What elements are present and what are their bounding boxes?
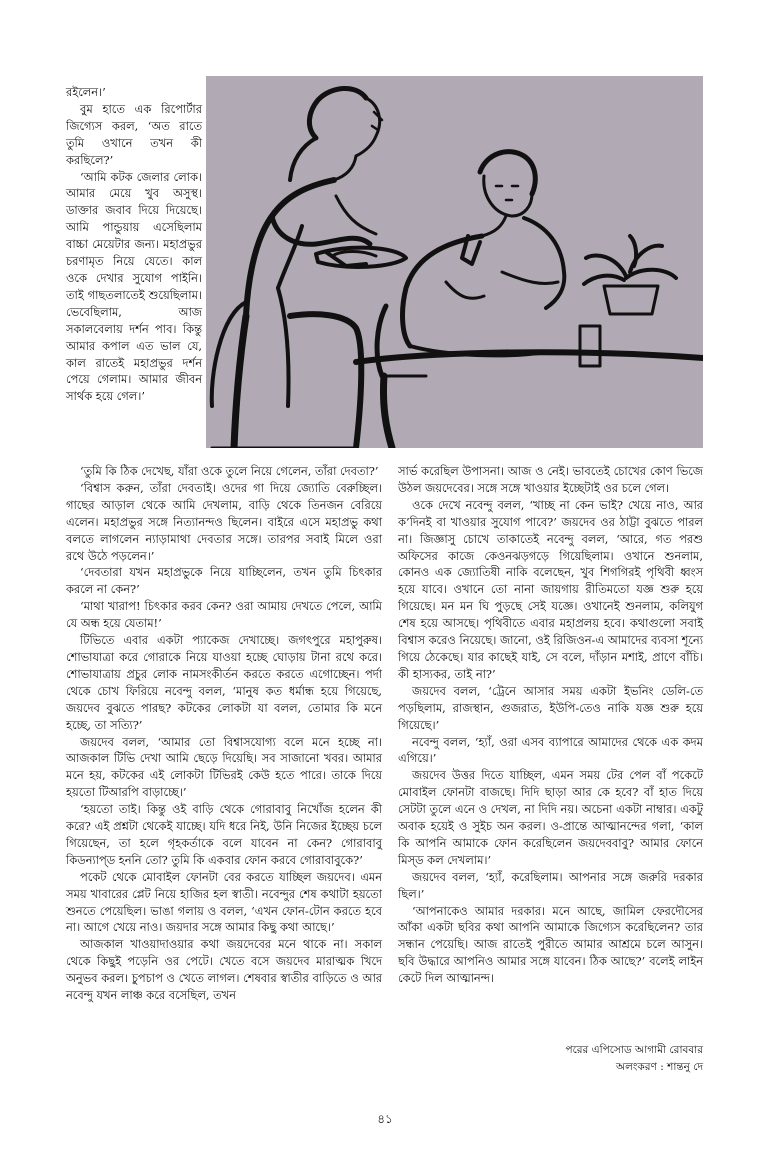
story-illustration — [206, 76, 703, 448]
paragraph: রইলেন।’ — [66, 85, 106, 99]
plant-figure — [584, 236, 676, 314]
narrow-text-column — [66, 84, 202, 405]
paragraph: জয়দেব বলল, ‘ট্রেনে আসার সময় একটা ইভনিং ডেলি-তে পড়ছিলাম, রাজস্থান, গুজরাত, ইউপি-তেও নাকি যজ্ঞ শুরু হয়ে গিয়েছে।’ — [398, 683, 703, 732]
paragraph: ‘দেবতারা যখন মহাপ্রভুকে নিয়ে যাচ্ছিলেন, তখন তুমি চিৎকার করলে না কেন?’ — [66, 565, 382, 597]
paragraph: পকেট থেকে মোবাইল ফোনটা বের করতে যাচ্ছিল জয়দেব। এমন সময় খাবারের প্লেট নিয়ে হাজির হল স্বাতী। নবেন্দুর শেষ কথাটা হয়তো শুনতে পেয়েছিল। ভাঙা গলায় ও বলল, ‘এখন ফোন-টোন করতে হবে না। আগে খেয়ে নাও। জয়দার সঙ্গে আমার কিছু কথা আছে।’ — [66, 869, 382, 935]
left-text-column — [66, 463, 382, 1004]
paragraph: ‘আপনাকেও আমার দরকার। মনে আছে, জামিল ফেরদৌসের আঁকা একটা ছবির কথা আপনি আমাকে জিগ্যেস করেছিলেন? তার সন্ধান পেয়েছি। আজ রাতেই পুরীতে আমার আশ্রমে চলে আসুন। ছবি উদ্ধারে আপনিও আমার সঙ্গে যাবেন। ঠিক আছে?’ বলেই লাইন কেটে দিল আত্মানন্দ। — [398, 903, 703, 986]
paragraph: ওকে দেখে নবেন্দু বলল, ‘খাচ্ছ না কেন ভাই? খেয়ে নাও, আর ক’দিনই বা খাওয়ার সুযোগ পাবে?’ জয়দেব ওর ঠাট্টা বুঝতে পারল না। জিজ্ঞাসু চোখে তাকাতেই নবেন্দু বলল, ‘আরে, গত পরশু অফিসের কাজে কেওনঝড়গড়ে গিয়েছিলাম। ওখানে শুনলাম, কোনও এক জ্যোতিষী নাকি বলেছেন, খুব শিগগিরই পৃথিবী ধ্বংস হয়ে যাবে। ওখানে তো নানা জায়গায় রীতিমতো যজ্ঞ শুরু হয়ে গিয়েছে। মন মন ঘি পুড়ছে সেই যজ্ঞে। ওখানেই শুনলাম, কলিযুগ শেষ হয়ে আসছে। পৃথিবীতে এবার মহাপ্রলয় হবে। কথাগুলো সবাই বিশ্বাস করেও নিয়েছে। জানো, ওই রিজিওন-এ আমাদের ব্যবসা শূন্যে গিয়ে ঠেকেছে। যার কাছেই যাই, সে বলে, দাঁড়ান মশাই, প্রাণে বাঁচি। কী হাস্যকর, তাই না?’ — [398, 497, 703, 681]
paragraph: নবেন্দু বলল, ‘হ্যাঁ, ওরা এসব ব্যাপারে আমাদের থেকে এক কদম এগিয়ে।’ — [398, 734, 703, 766]
paragraph: ‘মাথা খারাপ! চিৎকার করব কেন? ওরা আমায় দেখতে পেলে, আমি যে অন্ধ হয়ে যেতাম!’ — [66, 599, 382, 631]
right-text-column — [398, 463, 703, 987]
paragraph: ‘বিশ্বাস করুন, তাঁরা দেবতাই। ওদের গা দিয়ে জ্যোতি বেরুচ্ছিল। গাছের আড়াল থেকে আমি দেখলাম, বাড়ি থেকে তিনজন বেরিয়ে এলেন। মহাপ্রভুর সঙ্গে নিত্যানন্দও ছিলেন। বাইরে এসে মহাপ্রভু কথা বলতে লাগলেন ন্যাড়ামাথা দেবতার সঙ্গে। তারপর সবাই মিলে ওরা রথে উঠে পড়লেন।’ — [66, 480, 382, 563]
paragraph: ‘হয়তো তাই। কিন্তু ওই বাড়ি থেকে গোরাবাবু নিখোঁজ হলেন কী করে? এই প্রশ্নটা থেকেই যাচ্ছে। যদি ধরে নিই, উনি নিজের ইচ্ছেয় চলে গিয়েছেন, তা হলে গৃহকর্তাকে বলে যাবেন না কেন? গোরাবাবু কিডন্যাপ্‌ড হননি তো? তুমি কি একবার ফোন করবে গোরাবাবুকে?’ — [66, 802, 382, 867]
paragraph: জয়দেব বলল, ‘হ্যাঁ, করেছিলাম। আপনার সঙ্গে জরুরি দরকার ছিল।’ — [398, 869, 703, 901]
paragraph: আজকাল খাওয়াদাওয়ার কথা জয়দেবের মনে থাকে না। সকাল থেকে কিছুই পড়েনি ওর পেটে। খেতে বসে জয়দেব মারাত্মক খিদে অনুভব করল। চুপচাপ ও খেতে লাগল। শেষবার স্বাতীর বাড়িতে ও আর নবেন্দু যখন লাঞ্চ করে বসেছিল, তখন — [66, 937, 382, 1003]
illustration-drawing — [206, 76, 703, 448]
next-episode-note: পরের এপিসোড আগামী রোববার — [565, 1044, 703, 1056]
paragraph: জয়দেব উত্তর দিতে যাচ্ছিল, এমন সময় টের পেল বাঁ পকেটে মোবাইল ফোনটা বাজছে। দিদি ছাড়া আর কে হবে? বাঁ হাত দিয়ে সেটটা তুলে এনে ও দেখল, না দিদি নয়। অচেনা একটা নাম্বার। একটু অবাক হয়েই ও সুইচ অন করল। ও-প্রান্তে আত্মানন্দের গলা, ‘কাল কি আপনি আমাকে ফোন করেছিলেন জয়দেববাবু? আমার ফোনে মিস্‌ড কল দেখলাম।’ — [398, 768, 703, 867]
paragraph: জয়দেব বলল, ‘আমার তো বিশ্বাসযোগ্য বলে মনে হচ্ছে না। আজকাল টিভি দেখা আমি ছেড়ে দিয়েছি। সব সাজানো খবর। আমার মনে হয়, কটকের এই লোকটা টিভিরই কেউ হতে পারে। তাকে দিয়ে হয়তো টিআরপি বাড়াচ্ছে।’ — [66, 734, 382, 800]
paragraph: সার্ভ করেছিল উপাসনা। আজ ও নেই। ভাবতেই চোখের কোণ ভিজে উঠল জয়দেবের। সঙ্গে সঙ্গে খাওয়ার ইচ্ছেটাই ওর চলে গেল। — [398, 464, 703, 495]
paragraph: ‘আমি কটক জেলার লোক। আমার মেয়ে খুব অসুস্থ। ডাক্তার জবাব দিয়ে দিয়েছে। আমি পান্ডুয়ায় এসেছিলাম বাচ্চা মেয়েটার জন্য। মহাপ্রভুর চরণামৃত নিয়ে যেতে। কাল ওকে দেখার সুযোগ পাইনি। তাই গাছতলাতেই শুয়েছিলাম। ভেবেছিলাম, আজ সকালবেলায় দর্শন পাব। কিন্তু আমার কপাল এত ভাল যে, কাল রাতেই মহাপ্রভুর দর্শন পেয়ে গেলাম। আমার জীবন সার্থক হয়ে গেল।’ — [66, 169, 202, 404]
paragraph: টিভিতে এবার একটা প্যাকেজ দেখাচ্ছে। জগৎপুরে মহাপুরুষ। শোভাযাত্রা করে গোরাকে নিয়ে যাওয়া হচ্ছে ঘোড়ায় টানা রথে করে। শোভাযাত্রায় প্রচুর লোক নামসংকীর্তন করতে করতে এগোচ্ছেন। পর্দা থেকে চোখ ফিরিয়ে নবেন্দু বলল, ‘মানুষ কত ধর্মান্ধ হয়ে গিয়েছে, জয়দেব বুঝতে পারছ? কটকের লোকটা যা বলল, তোমার কি মনে হচ্ছে, তা সত্যি?’ — [66, 633, 382, 732]
paragraph: ‘তুমি কি ঠিক দেখেছ, যাঁরা ওকে তুলে নিয়ে গেলেন, তাঁরা দেবতা?’ — [80, 464, 379, 478]
illustration-credit: অলংকরণ : শান্তনু দে — [616, 1061, 703, 1073]
footer-notes — [500, 1042, 703, 1076]
man-figure — [377, 152, 564, 376]
paragraph: বুম হাতে এক রিপোর্টার জিগ্যেস করল, ‘অত রাতে তুমি ওখানে তখন কী করছিলে?’ — [66, 101, 202, 167]
page-number: ৪১ — [377, 1112, 393, 1126]
